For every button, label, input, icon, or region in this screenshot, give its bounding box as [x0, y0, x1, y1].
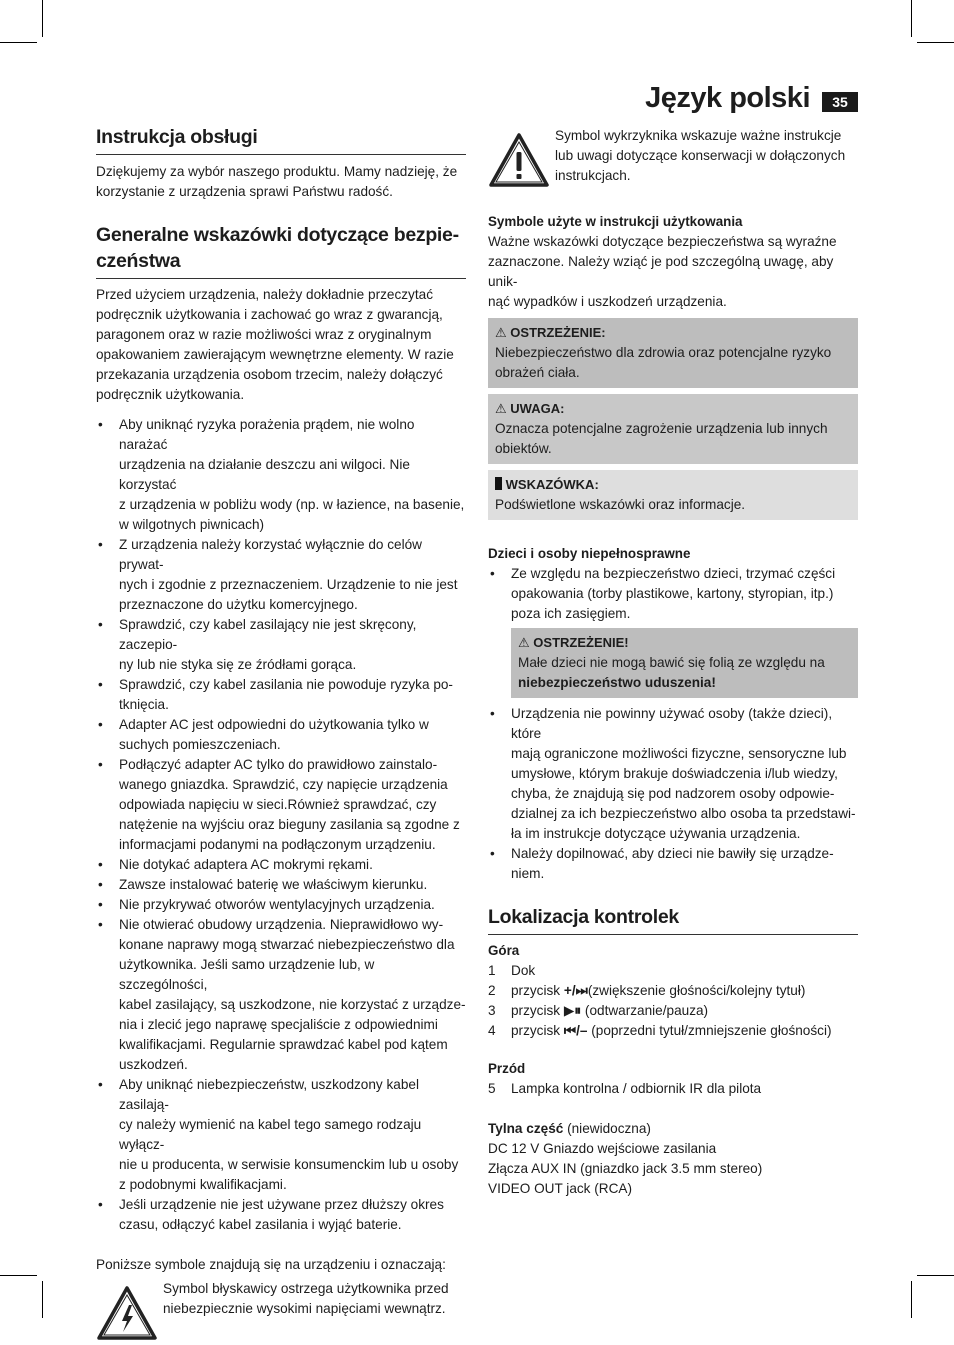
- list-item: • Urządzenia nie powinny używać osoby (także dzieci), które mają ograniczone możliwości fizyczne, sensoryczne lub umysłowe, którym brakuje doświadczenia i/lub wiedzy, chyba, że znajdują się pod nadzorem osoby odpowie- dzialnej za ich bezpieczeństwo albo osoba ta przedstawi- ła im instrukcje dotyczące używania urządzenia.: [488, 704, 858, 844]
- child-warning-box: ⚠ OSTRZEŻENIE! Małe dzieci nie mogą bawić się folią ze względu na niebezpieczeństwo uduszenia!: [511, 628, 858, 698]
- warning-triangle-icon: ⚠: [495, 325, 507, 340]
- crop-mark: [911, 1281, 912, 1318]
- list-item: • Sprawdzić, czy kabel zasilający nie jest skręcony, zaczepio- ny lub nie styka się ze źródłami gorąca.: [96, 615, 466, 675]
- list-item: • Adapter AC jest odpowiedni do użytkowania tylko w suchych pomieszczeniach.: [96, 715, 466, 755]
- list-item: • Nie przykrywać otworów wentylacyjnych urządzenia.: [96, 895, 466, 915]
- list-item: 2 przycisk +/⏭(zwiększenie głośności/kolejny tytuł): [488, 983, 806, 998]
- section-heading-controls: Lokalizacja kontrolek: [488, 904, 858, 935]
- crop-mark: [917, 42, 954, 43]
- list-item: 1 Dok: [488, 963, 536, 978]
- page-title: Język polski: [645, 82, 810, 114]
- symbols-intro: Poniższe symbole znajdują się na urządzeniu i oznaczają:: [96, 1257, 446, 1272]
- list-item: • Jeśli urządzenie nie jest używane przez dłuższy okres czasu, odłączyć kabel zasilania i wyjąć baterie.: [96, 1195, 466, 1235]
- symbols-used-title: Symbole użyte w instrukcji użytkowania: [488, 214, 743, 229]
- list-item: • Nie otwierać obudowy urządzenia. Nieprawidłowo wy- konane naprawy mogą stwarzać niebezpieczeństwo dla użytkownika. Jeśli samo urządzenie lub, w szczególności, kabel zasilający, są uszkodzone, nie korzystać z urządze- nia i zlecić jego naprawę specjaliście z odpowiednimi kwalifikacjami. Regularnie sprawdzać kabel pod kątem uszkodzeń.: [96, 915, 466, 1075]
- warning-triangle-icon: ⚠: [518, 635, 530, 650]
- crop-mark: [917, 1275, 954, 1276]
- crop-mark: [42, 0, 43, 37]
- right-column: [488, 126, 858, 1199]
- exclamation-symbol-note: Symbol wykrzyknika wskazuje ważne instrukcje lub uwagi dotyczące konserwacji w dołączonych instrukcjach.: [488, 126, 858, 192]
- lightning-warning-icon: [96, 1285, 158, 1341]
- list-item: 4 przycisk ⏮/– (poprzedni tytuł/zmniejszenie głośności): [488, 1023, 832, 1038]
- page-number: 35: [822, 92, 858, 112]
- children-list: [488, 564, 858, 624]
- crop-mark: [0, 42, 37, 43]
- list-item: • Zawsze instalować baterię we właściwym kierunku.: [96, 875, 466, 895]
- safety-paragraph: Przed użyciem urządzenia, należy dokładnie przeczytać podręcznik użytkowania i zachować go wraz z gwarancją, paragonem oraz w razie możliwości wraz z oryginalnym opakowaniem zawierającym wewnętrzne elementy. W razie przekazania urządzenia osobom trzecim, należy dołączyć podręcznik użytkowania.: [96, 287, 454, 402]
- info-icon: [495, 477, 502, 490]
- section-heading-safety: Generalne wskazówki dotyczące bezpie- czeństwa: [96, 222, 466, 279]
- caution-triangle-icon: ⚠: [495, 401, 507, 416]
- front-controls-list: [488, 1079, 858, 1099]
- list-item: • Ze względu na bezpieczeństwo dzieci, trzymać części opakowania (torby plastikowe, kartony, styropian, itp.) poza ich zasięgiem.: [488, 564, 858, 624]
- symbols-used-paragraph: Ważne wskazówki dotyczące bezpieczeństwa są wyraźne zaznaczone. Należy wziąć je pod szczególną uwagę, aby unik- nąć wypadków i uszkodzeń urządzenia.: [488, 234, 837, 309]
- children-title: Dzieci i osoby niepełnosprawne: [488, 546, 691, 561]
- top-title: Góra: [488, 943, 520, 958]
- hint-box: WSKAZÓWKA: Podświetlone wskazówki oraz informacje.: [488, 470, 858, 520]
- list-item: • Z urządzenia należy korzystać wyłącznie do celów prywat- nych i zgodnie z przeznaczeniem. Urządzenie to nie jest przeznaczone do użytku komercyjnego.: [96, 535, 466, 615]
- list-item: • Należy dopilnować, aby dzieci nie bawiły się urządze- niem.: [488, 844, 858, 884]
- crop-mark: [0, 1275, 37, 1276]
- crop-mark: [911, 0, 912, 37]
- play-pause-icon: ▶⏸: [563, 1003, 582, 1018]
- lightning-symbol-note: Symbol błyskawicy ostrzega użytkownika przed niebezpiecznie wysokimi napięciami wewnątrz.: [96, 1279, 466, 1345]
- previous-volume-down-icon: ⏮/–: [563, 1023, 588, 1038]
- list-item: • Aby uniknąć niebezpieczeństw, uszkodzony kabel zasilają- cy należy wymienić na kabel tego samego rodzaju wyłącz- nie u producenta, w serwisie konsumenckim lub u osoby z podobnymi kwalifikacjami.: [96, 1075, 466, 1195]
- list-item: • Nie dotykać adaptera AC mokrymi rękami.: [96, 855, 466, 875]
- exclamation-warning-icon: [488, 132, 550, 188]
- list-item: • Podłączyć adapter AC tylko do prawidłowo zainstalo- wanego gniazdka. Sprawdzić, czy napięcie urządzenia odpowiada napięciu w sieci.Również sprawdzać, czy natężenie na wyjściu oraz bieguny zasilania są zgodne z informacjami podanymi na podłączonym urządzeniu.: [96, 755, 466, 855]
- list-item: 5 Lampka kontrolna / odbiornik IR dla pilota: [488, 1081, 762, 1096]
- volume-up-next-icon: +/⏭: [563, 983, 588, 998]
- front-title: Przód: [488, 1061, 526, 1076]
- list-item: • Aby uniknąć ryzyka porażenia prądem, nie wolno narażać urządzenia na działanie deszczu ani wilgoci. Nie korzystać z urządzenia w pobliżu wody (np. w łazience, na basenie, w wilgotnych piwnicach): [96, 415, 466, 535]
- children-list-continued: [488, 704, 858, 884]
- back-section: Tylna część (niewidoczna) DC 12 V Gniazdo wejściowe zasilania Złącza AUX IN (gniazdko jack 3.5 mm stereo) VIDEO OUT jack (RCA): [488, 1121, 763, 1196]
- list-item: 3 przycisk ▶⏸ (odtwarzanie/pauza): [488, 1003, 709, 1018]
- intro-paragraph: Dziękujemy za wybór naszego produktu. Mamy nadzieję, że korzystanie z urządzenia sprawi Państwu radość.: [96, 164, 458, 199]
- crop-mark: [42, 1281, 43, 1318]
- safety-bullet-list: [96, 415, 466, 1235]
- top-controls-list: [488, 961, 858, 1041]
- section-heading-instructions: Instrukcja obsługi: [96, 124, 466, 155]
- list-item: • Sprawdzić, czy kabel zasilania nie powoduje ryzyka po- tknięcia.: [96, 675, 466, 715]
- caution-box: ⚠ UWAGA: Oznacza potencjalne zagrożenie urządzenia lub innych obiektów.: [488, 394, 858, 464]
- warning-box: ⚠ OSTRZEŻENIE: Niebezpieczeństwo dla zdrowia oraz potencjalne ryzyko obrażeń ciała.: [488, 318, 858, 388]
- left-column: [96, 124, 466, 1345]
